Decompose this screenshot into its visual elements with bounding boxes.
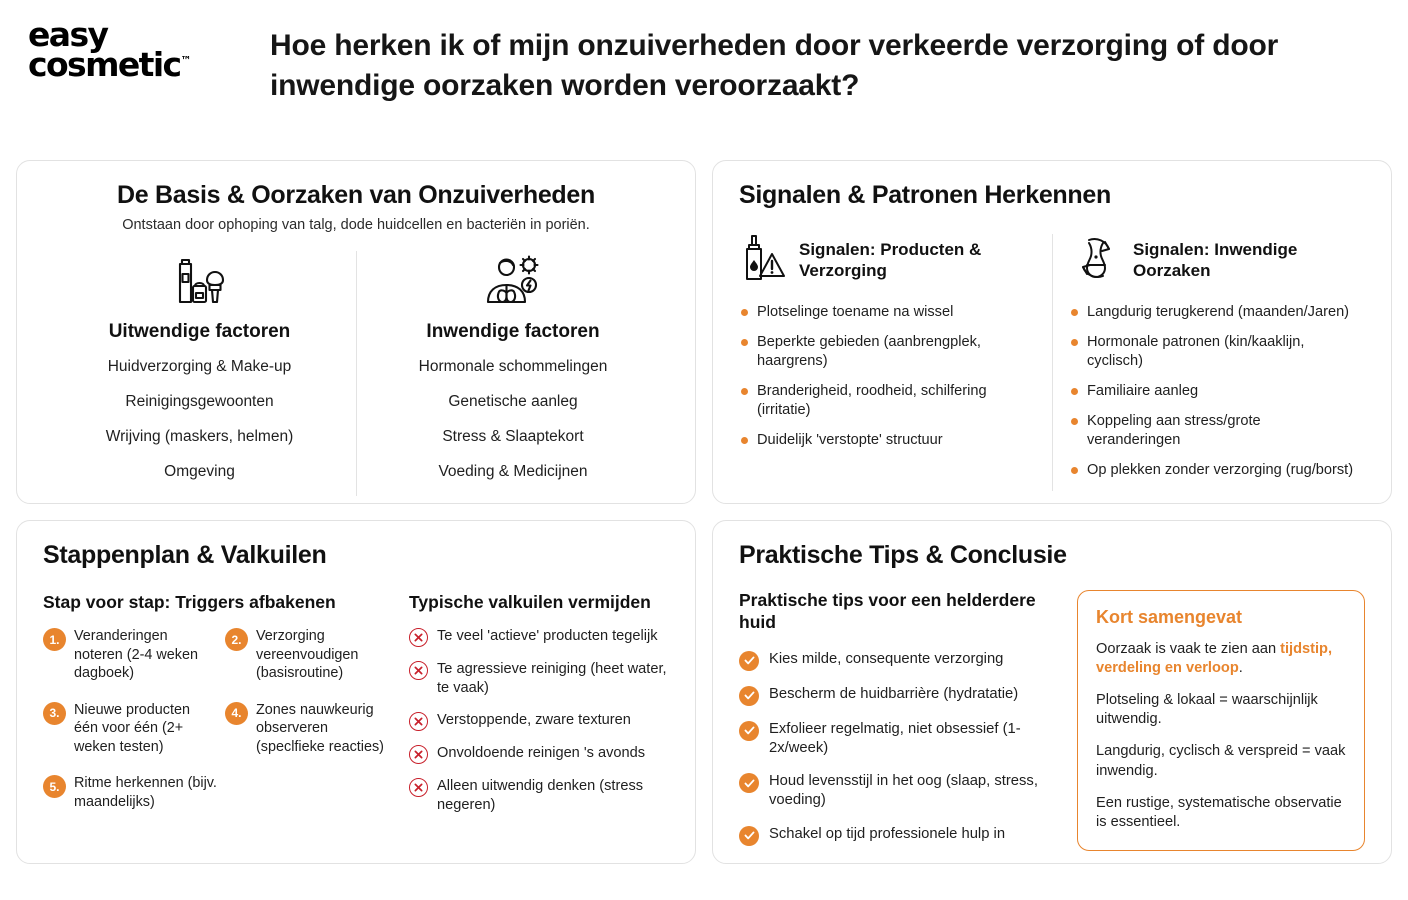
valkuil-text: Te veel 'actieve' producten tegelijk: [437, 628, 658, 644]
tips-column: [739, 590, 1067, 860]
step-item: [43, 701, 217, 757]
valkuilen-list: [409, 627, 669, 815]
list-item: Reinigingsgewoonten: [125, 393, 274, 410]
inwendige-factoren-list: [371, 356, 655, 483]
cards-grid: [16, 160, 1392, 880]
signalen-producten-list: [741, 303, 1036, 450]
list-item: Huidverzorging & Make-up: [107, 358, 292, 375]
list-item: Op plekken zonder verzorging (rug/borst): [1071, 461, 1355, 480]
uitwendige-factoren-column: [43, 251, 356, 496]
signalen-producten-column: [739, 234, 1052, 491]
stappenplan-column: [43, 592, 399, 828]
summary-paragraph-1: [1096, 640, 1346, 678]
list-item: [739, 772, 1053, 810]
step-number-badge: 2.: [225, 628, 248, 651]
page-title: Hoe herken ik of mijn onzuiverheden door verkeerde verzorging of door inwendige oorzaken worden veroorzaakt?: [270, 29, 1279, 103]
card-praktische-tips: [712, 520, 1392, 864]
card-basis-oorzaken: [16, 160, 696, 504]
tip-text: Schakel op tijd professionele hulp in: [769, 825, 1006, 842]
tip-text: Exfolieer regelmatig, niet obsessief (1-2x/week): [769, 720, 1021, 756]
list-item: [409, 627, 669, 647]
step-text: Nieuwe producten één voor één (2+ weken testen): [74, 701, 190, 755]
valkuil-text: Te agressieve reiniging (heet water, te vaak): [437, 661, 667, 696]
signalen-inwendige-heading: Signalen: Inwendige Oorzaken: [1133, 239, 1298, 280]
list-item: [409, 711, 669, 731]
list-item: [409, 744, 669, 764]
valkuil-text: Verstoppende, zware texturen: [437, 711, 631, 728]
valkuilen-heading: Typische valkuilen vermijden: [409, 592, 651, 612]
card-basis-title: De Basis & Oorzaken van Onzuiverheden: [117, 181, 595, 209]
summary-paragraph-3: Langdurig, cyclisch & verspreid = vaak inwendig.: [1096, 743, 1346, 779]
signalen-producten-heading: Signalen: Producten & Verzorging: [799, 239, 982, 280]
step-text: Zones nauwkeurig observeren (speclfieke reacties): [256, 701, 384, 755]
list-item: [409, 777, 669, 815]
card-signalen-patronen: [712, 160, 1392, 504]
card-basis-subtitle: Ontstaan door ophoping van talg, dode huidcellen en bacteriën in poriën.: [122, 217, 590, 233]
stappenplan-heading: Stap voor stap: Triggers afbakenen: [43, 592, 336, 612]
card-stappenplan-title: Stappenplan & Valkuilen: [43, 541, 327, 569]
list-item: Hormonale patronen (kin/kaaklijn, cyclisch): [1071, 333, 1355, 371]
list-item: Hormonale schommelingen: [418, 358, 608, 375]
summary-p1-highlight: tijdstip, verdeling en verloop: [1096, 641, 1333, 677]
brand-line-2: cosmetic: [28, 45, 181, 85]
dropper-bottle-warning-icon: [741, 234, 787, 287]
check-circle-icon: [739, 773, 759, 793]
tips-list: [739, 650, 1053, 846]
kort-samengevat-box: [1077, 590, 1365, 851]
list-item: Omgeving: [164, 463, 235, 480]
list-item: Koppeling aan stress/grote veranderingen: [1071, 412, 1355, 450]
step-item: [225, 701, 399, 757]
summary-p1-pre: Oorzaak is vaak te zien aan: [1096, 641, 1281, 657]
list-item: Branderigheid, roodheid, schilfering (irritatie): [741, 382, 1036, 420]
body-cycle-arrows-icon: [1071, 234, 1121, 287]
list-item: Beperkte gebieden (aanbrengplek, haargrens): [741, 333, 1036, 371]
list-item: [409, 660, 669, 698]
list-item: Voeding & Medicijnen: [438, 463, 588, 480]
list-item: [739, 685, 1053, 706]
check-circle-icon: [739, 686, 759, 706]
tip-text: Bescherm de huidbarrière (hydratatie): [769, 685, 1019, 702]
list-item: Familiaire aanleg: [1071, 382, 1355, 401]
step-text: Ritme herkennen (bijv. maandelijks): [74, 775, 217, 811]
step-number-badge: 4.: [225, 702, 248, 725]
trademark-symbol: ™: [180, 54, 192, 68]
list-item: Genetische aanleg: [448, 393, 578, 410]
list-item: Stress & Slaaptekort: [442, 428, 584, 445]
valkuil-text: Alleen uitwendig denken (stress negeren): [437, 777, 644, 813]
steps-grid: [43, 627, 399, 826]
step-item: [43, 774, 217, 811]
step-text: Verzorging vereenvoudigen (basisroutine): [256, 628, 359, 682]
tips-heading: Praktische tips voor een helderdere huid: [739, 590, 1036, 632]
summary-paragraph-2: Plotseling & lokaal = waarschijnlijk uitwendig.: [1096, 692, 1318, 728]
circle-x-icon: [409, 712, 428, 731]
summary-heading: Kort samengevat: [1096, 607, 1243, 627]
step-item: [43, 627, 217, 683]
cosmetics-bottle-brush-icon: [57, 251, 342, 309]
list-item: [739, 825, 1053, 846]
card-signalen-title: Signalen & Patronen Herkennen: [739, 181, 1111, 209]
summary-paragraph-4: Een rustige, systematische observatie is essentieel.: [1096, 794, 1342, 830]
circle-x-icon: [409, 745, 428, 764]
check-circle-icon: [739, 826, 759, 846]
inwendige-factoren-column: [356, 251, 669, 496]
check-circle-icon: [739, 651, 759, 671]
list-item: Langdurig terugkerend (maanden/Jaren): [1071, 303, 1355, 322]
signalen-inwendige-column: [1052, 234, 1365, 491]
step-number-badge: 1.: [43, 628, 66, 651]
tip-text: Kies milde, consequente verzorging: [769, 650, 1004, 667]
list-item: [739, 720, 1053, 758]
brand-logo: [0, 14, 270, 85]
summary-column: [1067, 590, 1365, 860]
step-number-badge: 5.: [43, 775, 66, 798]
list-item: Duidelijk 'verstopte' structuur: [741, 431, 1036, 450]
inwendige-factoren-heading: Inwendige factoren: [426, 321, 600, 342]
signalen-inwendige-list: [1071, 303, 1355, 480]
card-stappenplan-valkuilen: [16, 520, 696, 864]
step-number-badge: 3.: [43, 702, 66, 725]
person-hormones-lungs-icon: [371, 251, 655, 309]
valkuil-text: Onvoldoende reinigen 's avonds: [437, 744, 646, 761]
card-tips-title: Praktische Tips & Conclusie: [739, 541, 1067, 569]
circle-x-icon: [409, 778, 428, 797]
circle-x-icon: [409, 628, 428, 647]
step-text: Veranderingen noteren (2-4 weken dagboek): [74, 628, 198, 682]
page-header: [0, 0, 1408, 130]
valkuilen-column: [399, 592, 669, 828]
check-circle-icon: [739, 721, 759, 741]
summary-p1-post: .: [1238, 660, 1243, 677]
tip-text: Houd levensstijl in het oog (slaap, stress, voeding): [769, 773, 1038, 809]
brand-line-1: easy: [28, 15, 108, 54]
list-item: [739, 650, 1053, 671]
circle-x-icon: [409, 661, 428, 680]
step-item: [225, 627, 399, 683]
list-item: Plotselinge toename na wissel: [741, 303, 1036, 322]
uitwendige-factoren-heading: Uitwendige factoren: [108, 321, 291, 342]
uitwendige-factoren-list: [57, 356, 342, 483]
list-item: Wrijving (maskers, helmen): [105, 428, 294, 445]
